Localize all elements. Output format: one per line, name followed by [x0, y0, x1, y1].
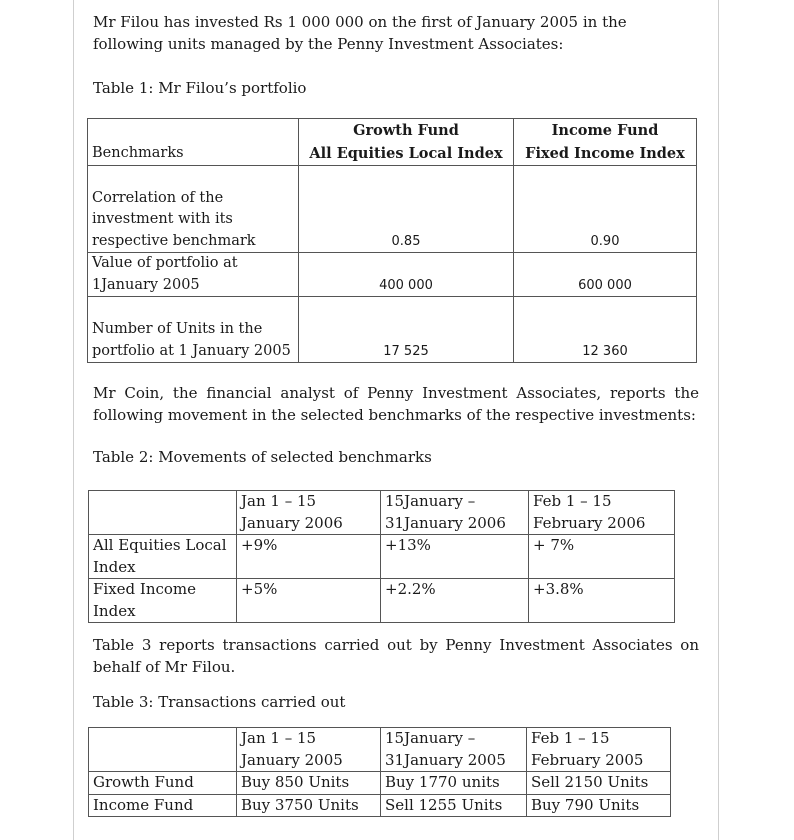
row-label: Fixed Income Index — [89, 579, 237, 623]
benchmark-movements-table — [88, 490, 675, 623]
table3-header-row — [89, 728, 671, 772]
period-header: 15January – 31January 2006 — [381, 491, 529, 535]
table1-header-row — [88, 119, 697, 166]
growth-value: 17 525 — [299, 297, 514, 363]
table3-caption: Table 3: Transactions carried out — [93, 693, 346, 711]
row-label: All Equities Local Index — [89, 535, 237, 579]
growth-fund-title: Growth Fund — [353, 122, 459, 139]
table2-caption: Table 2: Movements of selected benchmarks — [93, 448, 432, 466]
period-header: Jan 1 – 15 January 2006 — [237, 491, 381, 535]
empty-corner-cell — [89, 491, 237, 535]
transaction-value: Buy 3750 Units — [237, 794, 381, 817]
income-fund-title: Income Fund — [551, 122, 659, 139]
movement-value: + 7% — [529, 535, 675, 579]
income-value: 0.90 — [514, 166, 697, 253]
transaction-value: Buy 850 Units — [237, 772, 381, 795]
growth-fund-benchmark: All Equities Local Index — [309, 145, 503, 162]
growth-value: 0.85 — [299, 166, 514, 253]
intro-paragraph: Mr Filou has invested Rs 1 000 000 on the first of January 2005 in the following units managed by the Penny Investment Associates: — [93, 13, 627, 53]
income-fund-benchmark: Fixed Income Index — [525, 145, 685, 162]
table-row — [89, 535, 675, 579]
table2-header-row — [89, 491, 675, 535]
portfolio-table — [87, 118, 697, 363]
table-row — [88, 297, 697, 363]
growth-fund-header — [299, 119, 514, 166]
table-row — [89, 772, 671, 795]
table1-caption: Table 1: Mr Filou’s portfolio — [93, 79, 307, 97]
row-label: Correlation of the investment with its respective benchmark — [88, 166, 299, 253]
left-margin-rule — [73, 0, 74, 840]
movement-value: +13% — [381, 535, 529, 579]
movement-value: +9% — [237, 535, 381, 579]
coin-paragraph: Mr Coin, the financial analyst of Penny Investment Associates, reports the following movement in the selected benchmarks of the respective investments: — [93, 384, 699, 424]
growth-value: 400 000 — [299, 253, 514, 297]
table3-intro-paragraph: Table 3 reports transactions carried out by Penny Investment Associates on behalf of Mr Filou. — [93, 636, 699, 676]
income-value: 12 360 — [514, 297, 697, 363]
movement-value: +2.2% — [381, 579, 529, 623]
period-header: Jan 1 – 15 January 2005 — [237, 728, 381, 772]
movement-value: +3.8% — [529, 579, 675, 623]
row-label: Income Fund — [89, 794, 237, 817]
benchmarks-header: Benchmarks — [88, 119, 299, 166]
table-row — [88, 166, 697, 253]
transaction-value: Sell 1255 Units — [381, 794, 527, 817]
transaction-value: Buy 790 Units — [527, 794, 671, 817]
period-header: Feb 1 – 15 February 2005 — [527, 728, 671, 772]
period-header: Feb 1 – 15 February 2006 — [529, 491, 675, 535]
table-row — [88, 253, 697, 297]
row-label: Growth Fund — [89, 772, 237, 795]
table-row — [89, 579, 675, 623]
transaction-value: Buy 1770 units — [381, 772, 527, 795]
period-header: 15January – 31January 2005 — [381, 728, 527, 772]
income-value: 600 000 — [514, 253, 697, 297]
right-margin-rule — [718, 0, 719, 840]
row-label: Number of Units in the portfolio at 1 January 2005 — [88, 297, 299, 363]
table-row — [89, 794, 671, 817]
transactions-table — [88, 727, 671, 817]
transaction-value: Sell 2150 Units — [527, 772, 671, 795]
row-label: Value of portfolio at 1January 2005 — [88, 253, 299, 297]
movement-value: +5% — [237, 579, 381, 623]
empty-corner-cell — [89, 728, 237, 772]
income-fund-header — [514, 119, 697, 166]
